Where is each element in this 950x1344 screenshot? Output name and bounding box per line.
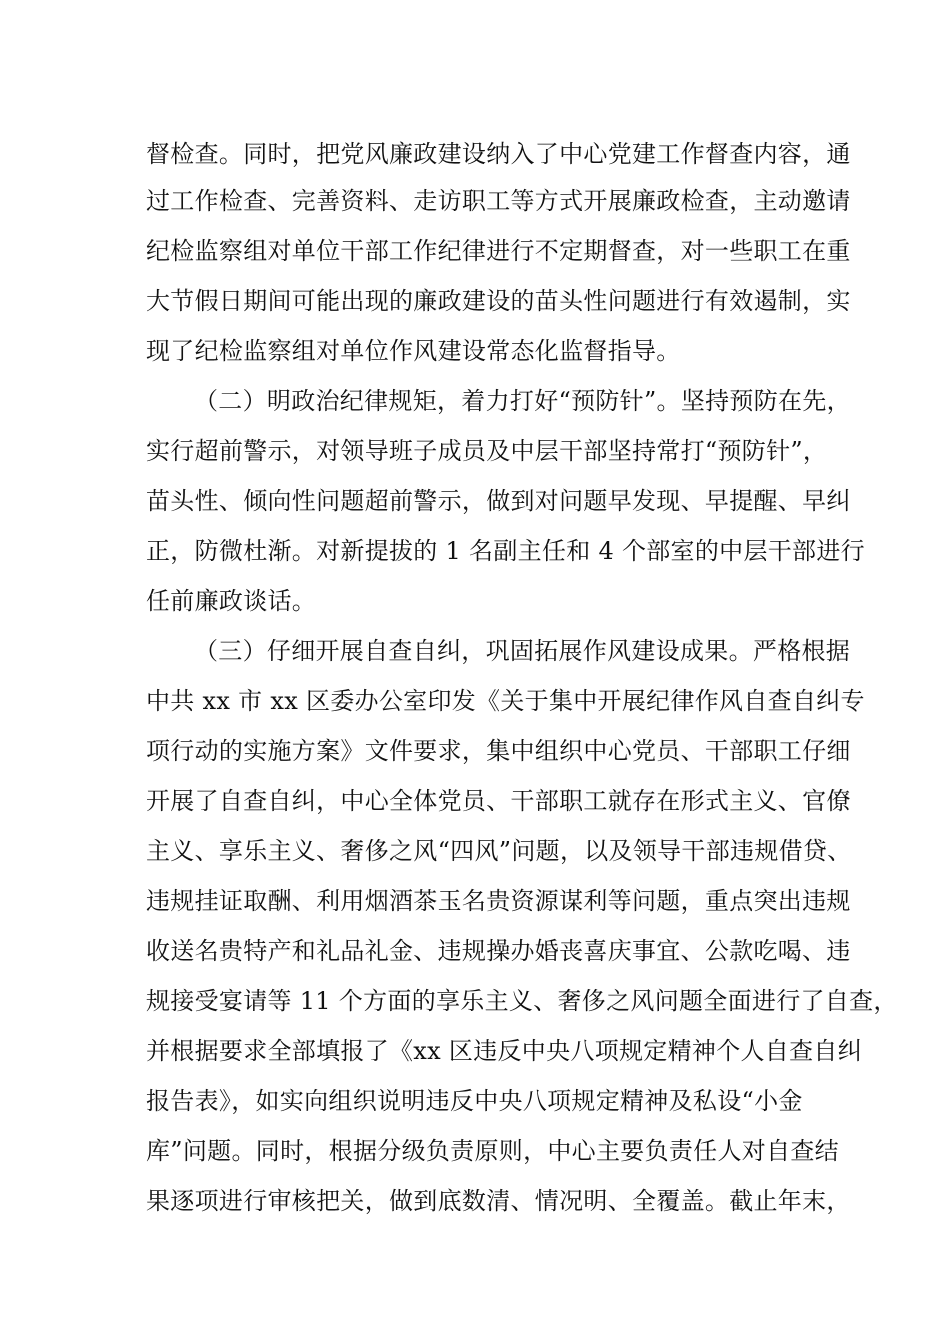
text-line-2: 过工作检查、完善资料、走访职工等方式开展廉政检查，主动邀请 [146, 187, 851, 215]
text-line-18: 规接受宴请等 11 个方面的享乐主义、奢侈之风问题全面进行了自查， [146, 987, 898, 1015]
text-line-15: 主义、享乐主义、奢侈之风“四风”问题，以及领导干部违规借贷、 [146, 837, 852, 865]
text-line-12: 中共 xx 市 xx 区委办公室印发《关于集中开展纪律作风自查自纠专 [146, 687, 865, 715]
text-line-21: 库”问题。同时，根据分级负责原则，中心主要负责任人对自查结 [146, 1137, 839, 1165]
text-line-7: 实行超前警示，对领导班子成员及中层干部坚持常打“预防针”， [146, 437, 828, 465]
text-line-22: 果逐项进行审核把关，做到底数清、情况明、全覆盖。截止年末， [146, 1187, 851, 1215]
text-line-19: 并根据要求全部填报了《xx 区违反中央八项规定精神个人自查自纠 [146, 1037, 862, 1065]
text-line-9: 正，防微杜渐。对新提拔的 1 名副主任和 4 个部室的中层干部进行 [146, 537, 865, 565]
text-line-4: 大节假日期间可能出现的廉政建设的苗头性问题进行有效遏制，实 [146, 287, 851, 315]
text-line-5: 现了纪检监察组对单位作风建设常态化监督指导。 [146, 337, 681, 365]
paragraph-2-first-line: （二）明政治纪律规矩，着力打好“预防针”。坚持预防在先， [194, 387, 851, 415]
text-line-10: 任前廉政谈话。 [146, 587, 317, 615]
text-line-8: 苗头性、倾向性问题超前警示，做到对问题早发现、早提醒、早纠 [146, 487, 851, 515]
text-line-1: 督检查。同时，把党风廉政建设纳入了中心党建工作督查内容，通 [146, 140, 851, 168]
text-line-13: 项行动的实施方案》文件要求，集中组织中心党员、干部职工仔细 [146, 737, 851, 765]
text-line-3: 纪检监察组对单位干部工作纪律进行不定期督查，对一些职工在重 [146, 237, 851, 265]
paragraph-3-first-line: （三）仔细开展自查自纠，巩固拓展作风建设成果。严格根据 [194, 637, 851, 665]
text-line-20: 报告表》，如实向组织说明违反中央八项规定精神及私设“小金 [146, 1087, 803, 1115]
text-line-14: 开展了自查自纠，中心全体党员、干部职工就存在形式主义、官僚 [146, 787, 851, 815]
text-line-16: 违规挂证取酬、利用烟酒茶玉名贵资源谋利等问题，重点突出违规 [146, 887, 851, 915]
text-line-17: 收送名贵特产和礼品礼金、违规操办婚丧喜庆事宜、公款吃喝、违 [146, 937, 851, 965]
